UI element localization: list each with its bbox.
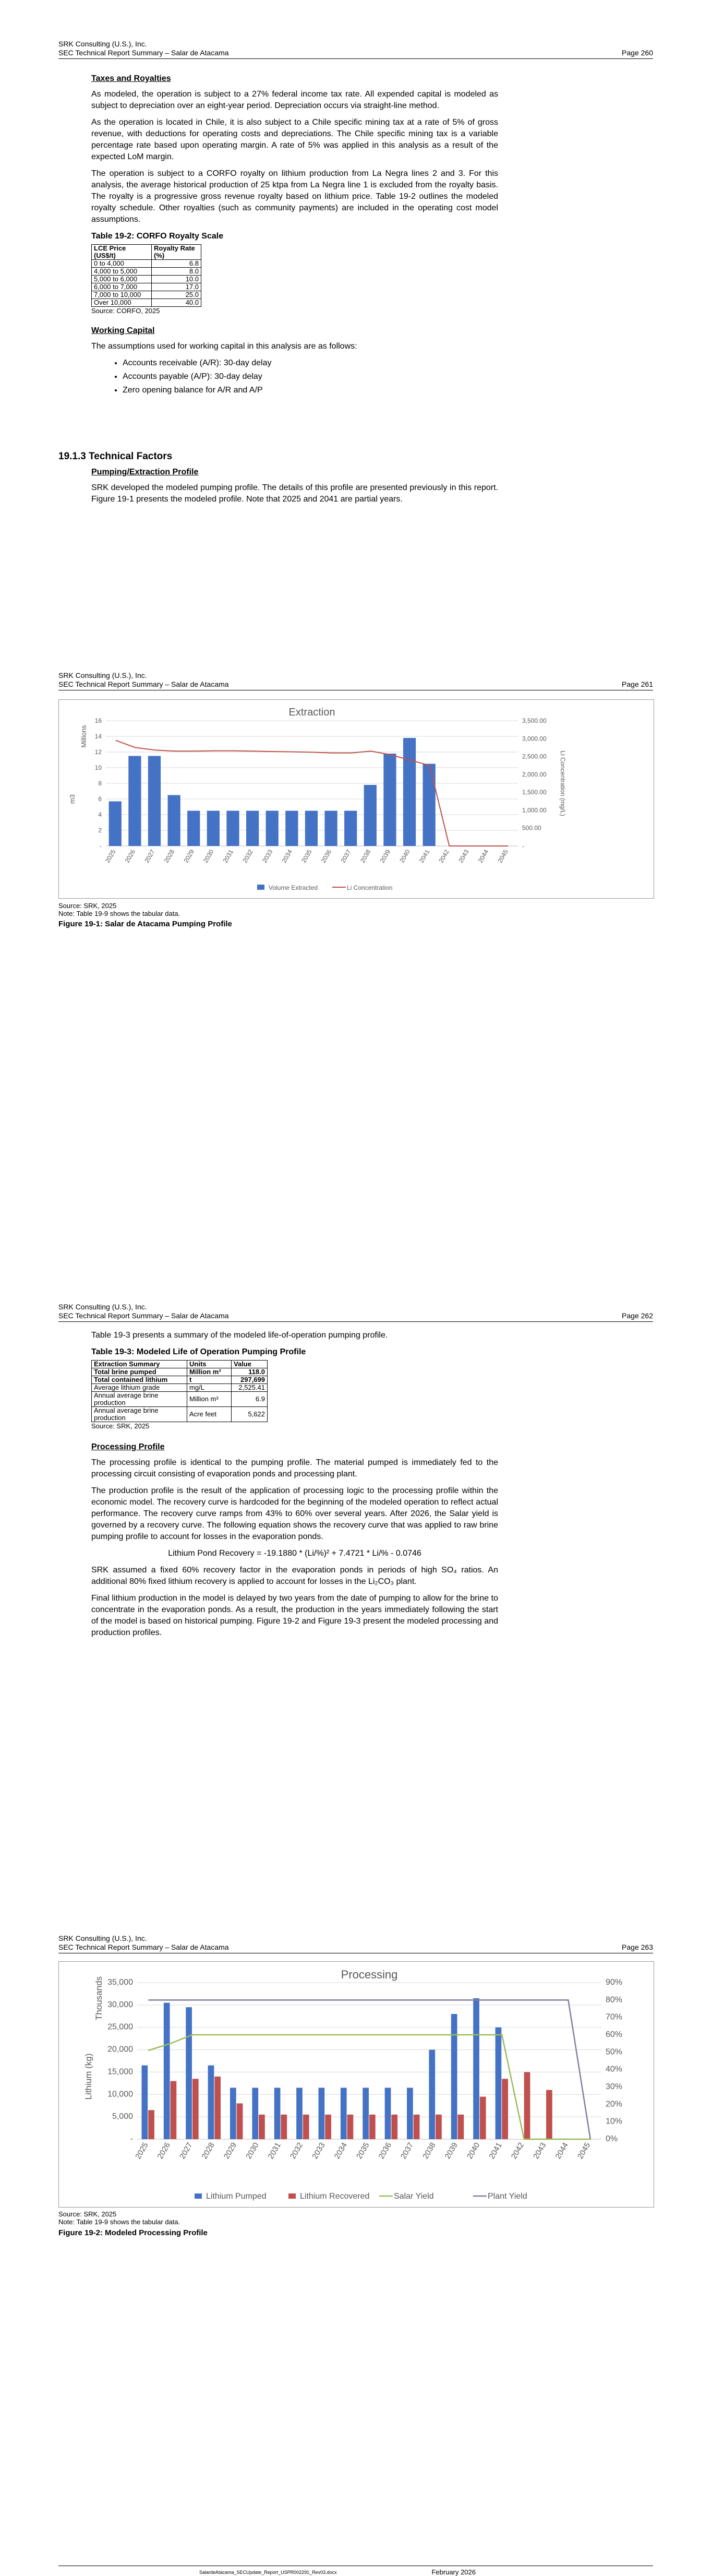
processing-paragraph-1: The processing profile is identical to the pumping profile. The material pumped is immediately fed to the processing circuit consisting of evaporation ponds and processing plant. bbox=[91, 1458, 498, 1478]
list-item: • Accounts payable (A/P): 30-day delay bbox=[123, 371, 498, 383]
y-tick-label: 16 bbox=[94, 717, 102, 724]
y-axis-label: m3 bbox=[68, 794, 76, 804]
bar-lithium-recovered bbox=[237, 2103, 243, 2139]
header-rule bbox=[58, 1321, 653, 1322]
page-number: Page 262 bbox=[622, 1311, 653, 1320]
table-cell: 297,699 bbox=[232, 1376, 268, 1384]
bar-lithium-pumped bbox=[274, 2088, 281, 2139]
bar-lithium-pumped bbox=[164, 2003, 170, 2139]
pumping-summary-intro: Table 19-3 presents a summary of the modeled life-of-operation pumping profile. bbox=[91, 1331, 388, 1340]
x-tick-label: 2026 bbox=[123, 848, 137, 864]
header-company: SRK Consulting (U.S.), Inc. bbox=[58, 1934, 147, 1942]
x-tick-label: 2030 bbox=[202, 848, 215, 864]
y2-tick-label: 3,000.00 bbox=[522, 735, 547, 743]
processing-heading: Processing Profile bbox=[91, 1442, 165, 1451]
y-tick-label: 25,000 bbox=[107, 2022, 133, 2032]
bar-volume-extracted bbox=[266, 811, 279, 846]
table-header: Extraction Summary bbox=[92, 1361, 187, 1368]
bar-volume-extracted bbox=[226, 811, 239, 846]
y2-tick-label: 40% bbox=[606, 2065, 623, 2074]
table-header: Value bbox=[232, 1361, 268, 1368]
page-262-body bbox=[91, 1330, 498, 1644]
x-tick-label: 2038 bbox=[358, 848, 372, 864]
bar-volume-extracted bbox=[128, 756, 141, 846]
bar-volume-extracted bbox=[187, 811, 200, 846]
y2-tick-label: - bbox=[522, 842, 524, 850]
page-261 bbox=[0, 631, 712, 1263]
corfo-royalty-table bbox=[91, 244, 201, 307]
y2-tick-label: 500.00 bbox=[522, 824, 541, 832]
working-capital-list bbox=[91, 357, 498, 396]
x-tick-label: 2042 bbox=[437, 848, 451, 864]
page-262 bbox=[0, 1263, 712, 1894]
x-tick-label: 2028 bbox=[200, 2141, 216, 2161]
table-cell: Acre feet bbox=[187, 1407, 232, 1422]
legend-label-salar-yield: Salar Yield bbox=[394, 2192, 434, 2201]
table-header: Royalty Rate (%) bbox=[152, 245, 201, 260]
extraction-chart-svg bbox=[59, 700, 654, 898]
bar-volume-extracted bbox=[344, 811, 357, 846]
bar-volume-extracted bbox=[383, 754, 396, 846]
table-cell: 6.8 bbox=[152, 260, 201, 268]
bar-lithium-recovered bbox=[325, 2115, 331, 2139]
table-cell: Million m³ bbox=[187, 1392, 232, 1407]
table-row bbox=[92, 283, 201, 291]
figure-source bbox=[58, 2210, 180, 2226]
pumping-heading: Pumping/Extraction Profile bbox=[91, 468, 199, 476]
processing-paragraph-3: SRK assumed a fixed 60% recovery factor in the evaporation ponds in periods of high SO₄ ratios. An additional 80% fixed lithium recovery is applied to account for losses in the Li₂CO₃ plant. bbox=[91, 1566, 498, 1586]
table-source: Source: CORFO, 2025 bbox=[91, 307, 160, 315]
bar-volume-extracted bbox=[246, 811, 259, 846]
x-tick-label: 2032 bbox=[288, 2141, 305, 2161]
table-cell: Million m³ bbox=[187, 1368, 232, 1376]
bar-volume-extracted bbox=[148, 756, 161, 846]
bar-lithium-recovered bbox=[369, 2115, 376, 2139]
y2-tick-label: 90% bbox=[606, 1978, 623, 1987]
table-cell: Over 10,000 bbox=[92, 299, 152, 307]
pumping-summary-table bbox=[91, 1360, 268, 1422]
processing-chart bbox=[58, 1961, 654, 2208]
bar-volume-extracted bbox=[403, 738, 416, 846]
table-row bbox=[92, 1384, 268, 1392]
x-tick-label: 2040 bbox=[465, 2141, 482, 2161]
section-title: 19.1.3 Technical Factors bbox=[58, 451, 173, 462]
header-company: SRK Consulting (U.S.), Inc. bbox=[58, 671, 147, 679]
table-cell: Total contained lithium bbox=[92, 1376, 187, 1384]
table-cell: 5,622 bbox=[232, 1407, 268, 1422]
y-tick-label: 8 bbox=[98, 780, 102, 787]
x-tick-label: 2045 bbox=[496, 848, 510, 864]
bar-lithium-recovered bbox=[391, 2115, 397, 2139]
x-tick-label: 2034 bbox=[332, 2141, 349, 2161]
bar-lithium-recovered bbox=[148, 2110, 154, 2139]
page-260 bbox=[0, 0, 712, 631]
table-cell: 8.0 bbox=[152, 268, 201, 276]
bar-lithium-pumped bbox=[296, 2088, 303, 2139]
table-cell: 2,525.41 bbox=[232, 1384, 268, 1392]
bar-lithium-pumped bbox=[451, 2014, 457, 2139]
table-cell: 17.0 bbox=[152, 283, 201, 291]
table-cell: Total brine pumped bbox=[92, 1368, 187, 1376]
table-cell: 10.0 bbox=[152, 276, 201, 283]
table-source: Source: SRK, 2025 bbox=[91, 1422, 150, 1430]
bar-lithium-pumped bbox=[407, 2088, 413, 2139]
header-report: SEC Technical Report Summary – Salar de Atacama bbox=[58, 1943, 229, 1951]
list-item: • Zero opening balance for A/R and A/P bbox=[123, 385, 498, 396]
legend-label-lithium-pumped: Lithium Pumped bbox=[206, 2192, 267, 2201]
bar-volume-extracted bbox=[285, 811, 298, 846]
chart-title: Extraction bbox=[288, 707, 335, 718]
x-tick-label: 2044 bbox=[476, 848, 490, 864]
header-report: SEC Technical Report Summary – Salar de Atacama bbox=[58, 680, 229, 688]
table-cell: 4,000 to 5,000 bbox=[92, 268, 152, 276]
page-number: Page 263 bbox=[622, 1943, 653, 1951]
bar-lithium-pumped bbox=[496, 2028, 502, 2139]
header-report: SEC Technical Report Summary – Salar de Atacama bbox=[58, 49, 229, 57]
x-tick-label: 2041 bbox=[487, 2141, 504, 2161]
bar-lithium-pumped bbox=[208, 2066, 214, 2139]
legend-swatch-lithium-recovered bbox=[288, 2193, 296, 2199]
y2-tick-label: 60% bbox=[606, 2030, 623, 2039]
x-tick-label: 2034 bbox=[280, 848, 294, 864]
x-tick-label: 2040 bbox=[398, 848, 412, 864]
x-tick-label: 2026 bbox=[155, 2141, 173, 2161]
y2-tick-label: 10% bbox=[606, 2117, 623, 2126]
x-tick-label: 2037 bbox=[339, 848, 353, 864]
x-tick-label: 2033 bbox=[260, 848, 274, 864]
legend-label-li-concentration: Li Concentration bbox=[347, 884, 393, 891]
table-row bbox=[92, 276, 201, 283]
bar-lithium-recovered bbox=[192, 2079, 199, 2139]
bar-lithium-pumped bbox=[473, 1998, 479, 2139]
header-report: SEC Technical Report Summary – Salar de Atacama bbox=[58, 1311, 229, 1320]
y-tick-label: - bbox=[100, 842, 102, 850]
bar-lithium-recovered bbox=[436, 2115, 442, 2139]
x-tick-label: 2029 bbox=[182, 848, 196, 864]
legend-label-plant-yield: Plant Yield bbox=[488, 2192, 527, 2201]
y-tick-label: 6 bbox=[98, 795, 102, 803]
page-260-body bbox=[91, 73, 498, 401]
processing-paragraph-2: The production profile is the result of the application of processing logic to the processing profile within the economic model. The recovery curve is hardcoded for the beginning of the modeled operation to reflect actual performance. The recovery curve ramps from 43% to 60% over several years. After 2026, the Salar yield is governed by a recovery curve. The following equation shows the recovery curve that was applied to raw brine pumping profile to account for losses in the evaporation ponds. bbox=[91, 1486, 498, 1541]
table-cell: t bbox=[187, 1376, 232, 1384]
table-19-2-caption: Table 19-2: CORFO Royalty Scale bbox=[91, 232, 224, 241]
bar-lithium-recovered bbox=[458, 2115, 464, 2139]
x-tick-label: 2025 bbox=[134, 2141, 150, 2161]
table-row bbox=[92, 260, 201, 268]
working-capital-heading: Working Capital bbox=[91, 326, 155, 335]
y-tick-label: 14 bbox=[94, 733, 102, 740]
y-tick-label: 20,000 bbox=[107, 2045, 133, 2054]
y2-tick-label: 70% bbox=[606, 2012, 623, 2022]
legend-label-volume-extracted: Volume Extracted bbox=[269, 884, 318, 891]
y-tick-label: 2 bbox=[98, 827, 102, 834]
y2-tick-label: 2,500.00 bbox=[522, 753, 547, 760]
table-cell: 0 to 4,000 bbox=[92, 260, 152, 268]
x-tick-label: 2036 bbox=[319, 848, 333, 864]
chart-title: Processing bbox=[341, 1968, 398, 1981]
bar-volume-extracted bbox=[364, 785, 377, 846]
y2-tick-label: 2,000.00 bbox=[522, 770, 547, 778]
table-row bbox=[92, 291, 201, 299]
bar-lithium-recovered bbox=[502, 2079, 508, 2139]
x-tick-label: 2033 bbox=[310, 2141, 327, 2161]
y-tick-label: 5,000 bbox=[112, 2112, 133, 2121]
table-cell: 40.0 bbox=[152, 299, 201, 307]
y-axis-label: Lithium (kg) bbox=[83, 2053, 93, 2100]
working-capital-intro: The assumptions used for working capital in this analysis are as follows: bbox=[91, 342, 357, 351]
page-header bbox=[58, 1934, 653, 1952]
table-row bbox=[92, 299, 201, 307]
x-tick-label: 2044 bbox=[553, 2141, 570, 2161]
table-cell: 25.0 bbox=[152, 291, 201, 299]
bar-lithium-recovered bbox=[347, 2115, 354, 2139]
y2-tick-label: 50% bbox=[606, 2047, 623, 2057]
bar-volume-extracted bbox=[423, 764, 436, 846]
x-tick-label: 2045 bbox=[575, 2141, 593, 2161]
y-unit-label: Millions bbox=[80, 725, 88, 748]
table-cell: Average lithium grade bbox=[92, 1384, 187, 1392]
y2-tick-label: 1,500.00 bbox=[522, 789, 547, 796]
table-cell: 7,000 to 10,000 bbox=[92, 291, 152, 299]
bar-lithium-pumped bbox=[363, 2088, 369, 2139]
footer-filename: SalardeAtacama_SECUpdate_Report_USPR002291_Rev03.docx bbox=[199, 2570, 337, 2575]
y2-tick-label: 0% bbox=[606, 2134, 618, 2143]
x-tick-label: 2036 bbox=[377, 2141, 393, 2161]
x-tick-label: 2035 bbox=[355, 2141, 371, 2161]
x-tick-label: 2039 bbox=[443, 2141, 460, 2161]
x-tick-label: 2039 bbox=[378, 848, 392, 864]
x-tick-label: 2043 bbox=[532, 2141, 548, 2161]
recovery-formula: Lithium Pond Recovery = -19.1880 * (Li/%)² + 7.4721 * Li/% - 0.0746 bbox=[168, 1549, 421, 1558]
taxes-paragraph-1: As modeled, the operation is subject to a 27% federal income tax rate. All expended capital is modeled as subject to depreciation over an eight-year period. Depreciation occurs via straight-line method. bbox=[91, 90, 498, 110]
x-tick-label: 2038 bbox=[421, 2141, 438, 2161]
y-tick-label: 10 bbox=[94, 764, 102, 771]
y-tick-label: - bbox=[130, 2134, 133, 2143]
table-cell: Annual average brine production bbox=[92, 1392, 187, 1407]
bar-lithium-pumped bbox=[252, 2088, 258, 2139]
figure-19-1-caption: Figure 19-1: Salar de Atacama Pumping Profile bbox=[58, 920, 232, 928]
bar-volume-extracted bbox=[305, 811, 318, 846]
bar-lithium-recovered bbox=[281, 2115, 287, 2139]
x-tick-label: 2030 bbox=[244, 2141, 261, 2161]
x-tick-label: 2027 bbox=[178, 2141, 195, 2161]
x-tick-label: 2031 bbox=[266, 2141, 283, 2161]
page-number: Page 261 bbox=[622, 680, 653, 688]
processing-paragraph-4: Final lithium production in the model is delayed by two years from the date of pumping to allow for the brine to concentrate in the evaporation ponds. As a result, the production in the years immediately following the start of the model is based on historical pumping. Figure 19-2 and Figure 19-3 present the modeled processing and production profiles. bbox=[91, 1594, 498, 1637]
bar-lithium-recovered bbox=[546, 2090, 552, 2139]
table-row bbox=[92, 1368, 268, 1376]
y-unit-label: Thousands bbox=[94, 1976, 104, 2021]
list-item: • Accounts receivable (A/R): 30-day delay bbox=[123, 357, 498, 369]
page-header bbox=[58, 1303, 653, 1320]
figure-note-text: Note: Table 19-9 shows the tabular data. bbox=[58, 910, 180, 917]
page-header bbox=[58, 671, 653, 689]
y2-tick-label: 20% bbox=[606, 2100, 623, 2109]
y-tick-label: 30,000 bbox=[107, 2000, 133, 2009]
table-cell: 118.0 bbox=[232, 1368, 268, 1376]
bar-lithium-pumped bbox=[186, 2007, 192, 2139]
taxes-paragraph-3: The operation is subject to a CORFO royalty on lithium production from La Negra lines 2 and 3. For this analysis, the average historical production of 25 ktpa from La Negra line 1 is excluded from the royalty basis. The royalty is a progressive gross revenue royalty based on lithium price. Table 19-2 outlines the modeled royalty schedule. Other royalties (such as community payments) are included in the operating cost model assumptions. bbox=[91, 169, 498, 224]
bar-lithium-pumped bbox=[319, 2088, 325, 2139]
x-tick-label: 2029 bbox=[222, 2141, 239, 2161]
x-tick-label: 2025 bbox=[103, 848, 117, 864]
y-tick-label: 15,000 bbox=[107, 2067, 133, 2077]
bar-lithium-recovered bbox=[171, 2081, 177, 2139]
table-cell: mg/L bbox=[187, 1384, 232, 1392]
bar-lithium-recovered bbox=[414, 2115, 420, 2139]
bar-volume-extracted bbox=[109, 802, 122, 846]
header-company: SRK Consulting (U.S.), Inc. bbox=[58, 40, 147, 48]
figure-source-text: Source: SRK, 2025 bbox=[58, 2210, 117, 2218]
table-cell: Annual average brine production bbox=[92, 1407, 187, 1422]
bar-lithium-recovered bbox=[214, 2077, 221, 2139]
processing-chart-svg bbox=[59, 1962, 654, 2207]
table-row bbox=[92, 1407, 268, 1422]
y2-tick-label: 30% bbox=[606, 2082, 623, 2091]
header-rule bbox=[58, 58, 653, 59]
bar-lithium-pumped bbox=[385, 2088, 391, 2139]
table-cell: 6,000 to 7,000 bbox=[92, 283, 152, 291]
bar-lithium-recovered bbox=[524, 2072, 530, 2139]
y-tick-label: 12 bbox=[94, 748, 102, 756]
bar-lithium-pumped bbox=[429, 2050, 435, 2139]
x-tick-label: 2032 bbox=[241, 848, 255, 864]
x-tick-label: 2037 bbox=[399, 2141, 416, 2161]
bar-lithium-recovered bbox=[303, 2115, 309, 2139]
pumping-paragraph: SRK developed the modeled pumping profile. The details of this profile are presented previously in this report. Figure 19-1 presents the modeled profile. Note that 2025 and 2041 are partial years. bbox=[91, 483, 498, 504]
figure-note-text: Note: Table 19-9 shows the tabular data. bbox=[58, 2218, 180, 2226]
x-tick-label: 2041 bbox=[417, 848, 431, 864]
y-tick-label: 4 bbox=[98, 811, 102, 818]
table-header: LCE Price (US$/t) bbox=[92, 245, 152, 260]
bar-lithium-recovered bbox=[480, 2097, 486, 2139]
bar-lithium-pumped bbox=[341, 2088, 347, 2139]
taxes-paragraph-2: As the operation is located in Chile, it is also subject to a Chile specific mining tax at a rate of 5% of gross revenue, with deductions for operating costs and depreciations. The Chile specific mining tax is a variable percentage rate based upon operating margin. A rate of 5% was applied in this analysis as a result of the expected LoM margin. bbox=[91, 118, 498, 161]
header-company: SRK Consulting (U.S.), Inc. bbox=[58, 1303, 147, 1311]
legend-label-lithium-recovered: Lithium Recovered bbox=[300, 2192, 370, 2201]
y2-tick-label: 3,500.00 bbox=[522, 717, 547, 724]
bar-volume-extracted bbox=[168, 795, 180, 846]
y2-tick-label: 80% bbox=[606, 1995, 623, 2005]
bar-lithium-pumped bbox=[141, 2066, 148, 2139]
table-row bbox=[92, 1392, 268, 1407]
table-cell: 6.9 bbox=[232, 1392, 268, 1407]
x-tick-label: 2027 bbox=[143, 848, 156, 864]
x-tick-label: 2028 bbox=[162, 848, 176, 864]
table-header: Units bbox=[187, 1361, 232, 1368]
page-263 bbox=[0, 1894, 712, 2576]
page-header bbox=[58, 40, 653, 57]
footer-date: February 2026 bbox=[431, 2568, 476, 2576]
table-19-3-caption: Table 19-3: Modeled Life of Operation Pumping Profile bbox=[91, 1347, 306, 1356]
bar-lithium-pumped bbox=[230, 2088, 236, 2139]
y2-axis-label: Li Concentration (mg/L) bbox=[559, 750, 566, 816]
x-tick-label: 2035 bbox=[300, 848, 313, 864]
y-tick-label: 10,000 bbox=[107, 2090, 133, 2099]
legend-swatch-volume-extracted bbox=[257, 885, 264, 890]
bar-volume-extracted bbox=[324, 811, 337, 846]
figure-source-text: Source: SRK, 2025 bbox=[58, 902, 117, 910]
table-row bbox=[92, 268, 201, 276]
y-tick-label: 35,000 bbox=[107, 1978, 133, 1987]
table-row bbox=[92, 1376, 268, 1384]
x-tick-label: 2031 bbox=[221, 848, 235, 864]
x-tick-label: 2042 bbox=[509, 2141, 526, 2161]
y2-tick-label: 1,000.00 bbox=[522, 806, 547, 814]
pumping-section bbox=[91, 467, 498, 510]
figure-source bbox=[58, 902, 180, 917]
x-tick-label: 2043 bbox=[457, 848, 470, 864]
figure-19-2-caption: Figure 19-2: Modeled Processing Profile bbox=[58, 2228, 208, 2237]
table-cell: 5,000 to 6,000 bbox=[92, 276, 152, 283]
bar-lithium-recovered bbox=[259, 2115, 265, 2139]
extraction-chart bbox=[58, 699, 654, 899]
legend-swatch-lithium-pumped bbox=[195, 2193, 202, 2199]
taxes-heading: Taxes and Royalties bbox=[91, 74, 171, 83]
page-number: Page 260 bbox=[622, 49, 653, 57]
bar-volume-extracted bbox=[207, 811, 220, 846]
